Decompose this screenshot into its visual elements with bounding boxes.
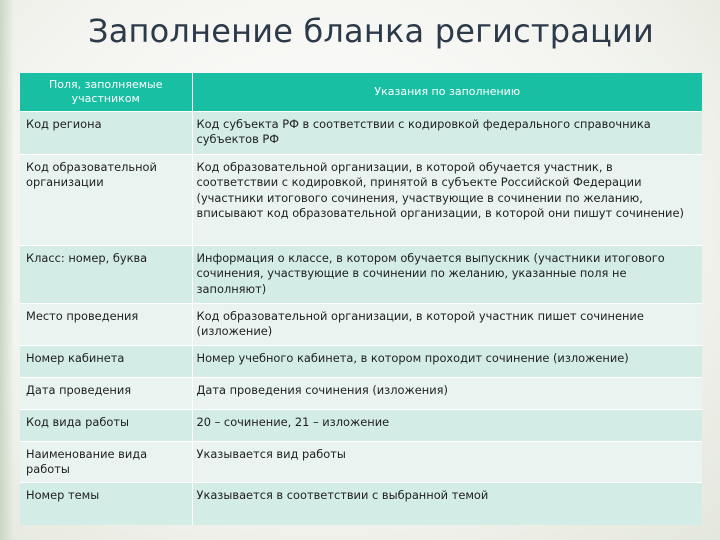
instruction-cell: Код субъекта РФ в соответствии с кодировкой федерального справочника субъектов РФ: [192, 112, 702, 155]
field-cell: Код вида работы: [20, 410, 192, 442]
table-row: [20, 246, 702, 304]
field-cell: Код образовательной организации: [20, 155, 192, 246]
instruction-cell: Указывается вид работы: [192, 442, 702, 483]
field-cell: Место проведения: [20, 304, 192, 346]
left-decorative-strip: [0, 0, 14, 540]
field-cell: Класс: номер, буква: [20, 246, 192, 304]
instruction-cell: Информация о классе, в котором обучается выпускник (участники итогового сочинения, участвующие в сочинении по желанию, указанные поля не заполняют): [192, 246, 702, 304]
instruction-cell: Код образовательной организации, в которой участник пишет сочинение (изложение): [192, 304, 702, 346]
table-row: [20, 112, 702, 155]
instruction-cell: Дата проведения сочинения (изложения): [192, 378, 702, 410]
page-title: Заполнение бланка регистрации: [88, 12, 655, 50]
table-row: [20, 442, 702, 483]
instruction-cell: Указывается в соответствии с выбранной темой: [192, 483, 702, 525]
table-header-row: [20, 73, 702, 112]
table-row: [20, 378, 702, 410]
registration-form-table-container: [20, 73, 702, 525]
column-header-instructions: Указания по заполнению: [192, 73, 702, 112]
instruction-cell: 20 – сочинение, 21 – изложение: [192, 410, 702, 442]
registration-form-table: [20, 73, 702, 525]
column-header-fields: Поля, заполняемые участником: [20, 73, 192, 112]
table-row: [20, 346, 702, 378]
instruction-cell: Код образовательной организации, в которой обучается участник, в соответствии с кодировкой, принятой в субъекте Российской Федерации (участники итогового сочинения, участвующие в сочинении по желанию, вписывают код образовательной организации, в которой они пишут сочинение): [192, 155, 702, 246]
table-row: [20, 155, 702, 246]
field-cell: Дата проведения: [20, 378, 192, 410]
table-row: [20, 483, 702, 525]
field-cell: Номер темы: [20, 483, 192, 525]
table-row: [20, 410, 702, 442]
field-cell: Номер кабинета: [20, 346, 192, 378]
field-cell: Код региона: [20, 112, 192, 155]
field-cell: Наименование вида работы: [20, 442, 192, 483]
instruction-cell: Номер учебного кабинета, в котором проходит сочинение (изложение): [192, 346, 702, 378]
table-row: [20, 304, 702, 346]
